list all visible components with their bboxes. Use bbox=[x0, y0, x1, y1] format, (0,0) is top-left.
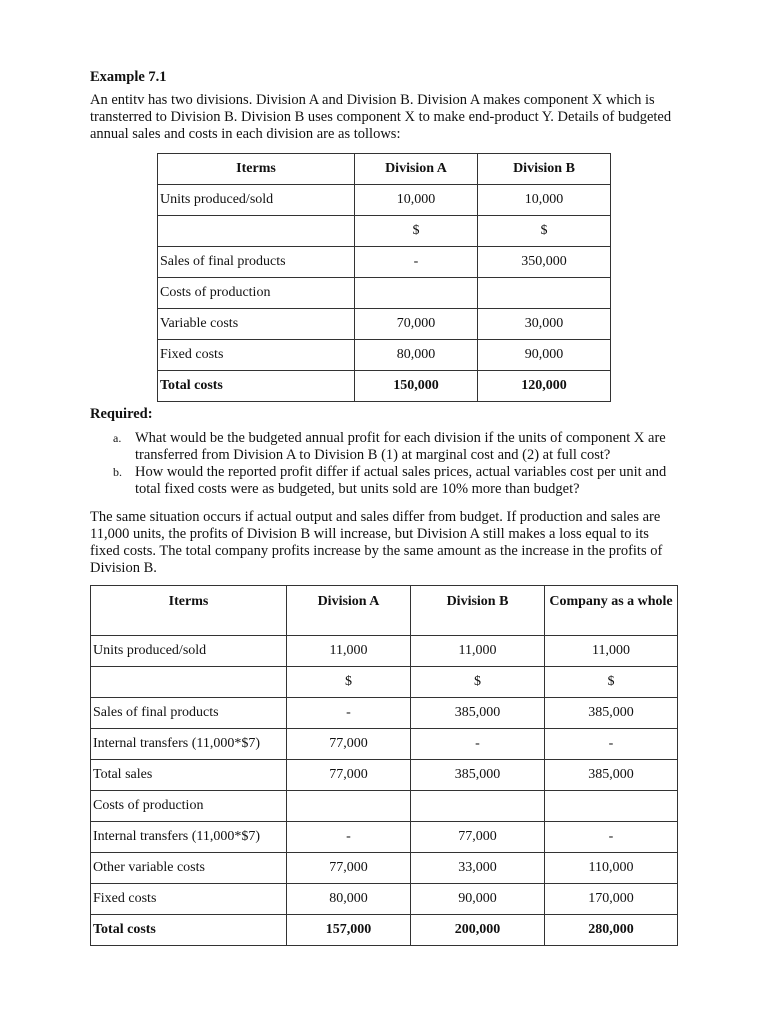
division-b-value: $ bbox=[411, 667, 545, 698]
table-row bbox=[91, 760, 678, 791]
company-value: - bbox=[545, 729, 678, 760]
required-list bbox=[113, 430, 683, 498]
table-row bbox=[158, 247, 611, 278]
division-a-value: 150,000 bbox=[355, 371, 478, 402]
company-value: 385,000 bbox=[545, 698, 678, 729]
division-a-value bbox=[287, 791, 411, 822]
row-label bbox=[158, 216, 355, 247]
list-marker: a. bbox=[113, 431, 122, 445]
division-a-value: 77,000 bbox=[287, 760, 411, 791]
division-b-value: 77,000 bbox=[411, 822, 545, 853]
row-label: Sales of final products bbox=[158, 247, 355, 278]
list-item-text: How would the reported profit differ if actual sales prices, actual variables cost per unit and total fixed costs were as budgeted, but units sold are 10% more than budget? bbox=[135, 464, 667, 497]
table-row bbox=[91, 698, 678, 729]
division-b-value: 385,000 bbox=[411, 760, 545, 791]
division-b-value: 33,000 bbox=[411, 853, 545, 884]
row-label: Internal transfers (11,000*$7) bbox=[91, 729, 287, 760]
company-value: 385,000 bbox=[545, 760, 678, 791]
table-row bbox=[158, 216, 611, 247]
division-a-value: 80,000 bbox=[287, 884, 411, 915]
row-label: Total sales bbox=[91, 760, 287, 791]
division-a-value: - bbox=[287, 822, 411, 853]
intro-paragraph: An entitv has two divisions. Division A and Division B. Division A makes component X which is transterred to Division B. Division B uses component X to make end-product Y. Details of budgeted annual sales and costs in each division are as tollows: bbox=[90, 92, 672, 142]
table-row bbox=[158, 278, 611, 309]
division-a-value: - bbox=[287, 698, 411, 729]
header-items: Iterms bbox=[91, 586, 287, 636]
explanation-paragraph: The same situation occurs if actual output and sales differ from budget. If production and sales are 11,000 units, the profits of Division B will increase, but Division A still makes a loss equal to its fixed costs. The total company profits increase by the same amount as the increase in the profits of Division B. bbox=[90, 509, 663, 576]
row-label: Units produced/sold bbox=[158, 185, 355, 216]
division-b-value: 385,000 bbox=[411, 698, 545, 729]
list-item bbox=[113, 464, 683, 498]
row-label: Variable costs bbox=[158, 309, 355, 340]
division-a-value: - bbox=[355, 247, 478, 278]
division-a-value: 70,000 bbox=[355, 309, 478, 340]
header-division-b: Division B bbox=[478, 154, 611, 185]
table-header-row bbox=[158, 154, 611, 185]
division-b-value: 90,000 bbox=[478, 340, 611, 371]
header-division-b: Division B bbox=[411, 586, 545, 636]
row-label: Fixed costs bbox=[91, 884, 287, 915]
division-b-value: 120,000 bbox=[478, 371, 611, 402]
table-row bbox=[91, 729, 678, 760]
division-b-value: 90,000 bbox=[411, 884, 545, 915]
row-label: Costs of production bbox=[91, 791, 287, 822]
total-row bbox=[91, 915, 678, 946]
row-label: Total costs bbox=[158, 371, 355, 402]
list-marker: b. bbox=[113, 465, 122, 479]
division-b-value bbox=[478, 278, 611, 309]
row-label bbox=[91, 667, 287, 698]
division-b-value: 10,000 bbox=[478, 185, 611, 216]
division-b-value: 200,000 bbox=[411, 915, 545, 946]
header-division-a: Division A bbox=[287, 586, 411, 636]
division-b-value: 11,000 bbox=[411, 636, 545, 667]
row-label: Units produced/sold bbox=[91, 636, 287, 667]
division-a-value: 10,000 bbox=[355, 185, 478, 216]
company-value: - bbox=[545, 822, 678, 853]
row-label: Fixed costs bbox=[158, 340, 355, 371]
division-a-value: 11,000 bbox=[287, 636, 411, 667]
division-b-value: $ bbox=[478, 216, 611, 247]
company-value: 280,000 bbox=[545, 915, 678, 946]
table-row bbox=[91, 667, 678, 698]
table-row bbox=[91, 636, 678, 667]
table-row bbox=[91, 791, 678, 822]
list-item-text: What would be the budgeted annual profit for each division if the units of component X are transferred from Division A to Division B (1) at marginal cost and (2) at full cost? bbox=[135, 430, 666, 463]
table-row bbox=[91, 853, 678, 884]
division-b-value bbox=[411, 791, 545, 822]
list-item bbox=[113, 430, 683, 464]
division-a-value: 80,000 bbox=[355, 340, 478, 371]
row-label: Sales of final products bbox=[91, 698, 287, 729]
division-a-value: $ bbox=[355, 216, 478, 247]
company-value: 170,000 bbox=[545, 884, 678, 915]
row-label: Costs of production bbox=[158, 278, 355, 309]
division-b-value: - bbox=[411, 729, 545, 760]
division-b-value: 30,000 bbox=[478, 309, 611, 340]
total-row bbox=[158, 371, 611, 402]
example-title: Example 7.1 bbox=[90, 69, 167, 85]
company-value: $ bbox=[545, 667, 678, 698]
company-value: 11,000 bbox=[545, 636, 678, 667]
header-company: Company as a whole bbox=[545, 586, 678, 636]
table-row bbox=[91, 884, 678, 915]
table-header-row bbox=[91, 586, 678, 636]
division-a-value: 77,000 bbox=[287, 853, 411, 884]
header-items: Iterms bbox=[158, 154, 355, 185]
table-row bbox=[91, 822, 678, 853]
table-row bbox=[158, 185, 611, 216]
budget-table bbox=[157, 153, 611, 402]
company-value: 110,000 bbox=[545, 853, 678, 884]
row-label: Total costs bbox=[91, 915, 287, 946]
header-division-a: Division A bbox=[355, 154, 478, 185]
row-label: Internal transfers (11,000*$7) bbox=[91, 822, 287, 853]
division-a-value: $ bbox=[287, 667, 411, 698]
required-heading: Required: bbox=[90, 406, 153, 422]
division-a-value bbox=[355, 278, 478, 309]
table-row bbox=[158, 340, 611, 371]
table-row bbox=[158, 309, 611, 340]
row-label: Other variable costs bbox=[91, 853, 287, 884]
company-value bbox=[545, 791, 678, 822]
division-a-value: 77,000 bbox=[287, 729, 411, 760]
actual-results-table bbox=[90, 585, 678, 946]
division-b-value: 350,000 bbox=[478, 247, 611, 278]
division-a-value: 157,000 bbox=[287, 915, 411, 946]
